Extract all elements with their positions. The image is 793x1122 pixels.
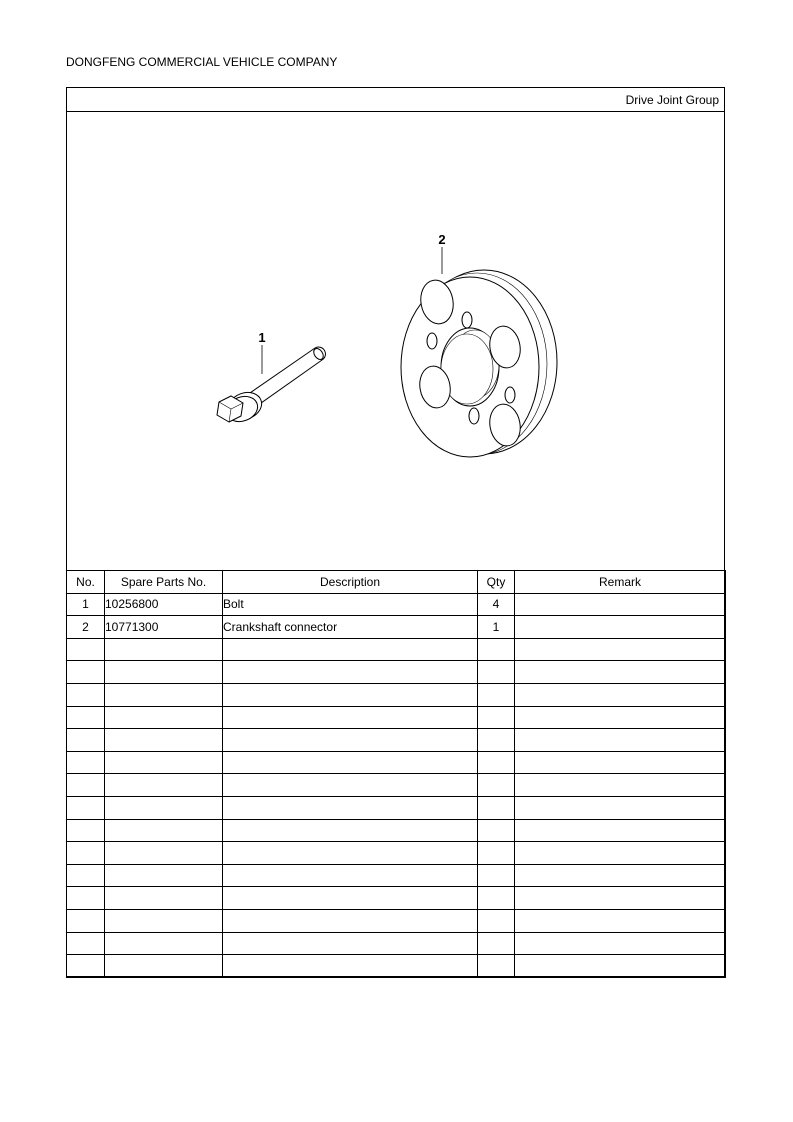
cell-part-no bbox=[105, 751, 223, 774]
cell-remark bbox=[515, 774, 726, 797]
cell-no bbox=[67, 661, 105, 684]
cell-description bbox=[223, 751, 478, 774]
cell-no bbox=[67, 638, 105, 661]
cell-part-no bbox=[105, 819, 223, 842]
cell-remark bbox=[515, 616, 726, 639]
table-row bbox=[67, 909, 726, 932]
cell-qty bbox=[478, 796, 515, 819]
cell-remark bbox=[515, 887, 726, 910]
cell-description bbox=[223, 864, 478, 887]
cell-no bbox=[67, 955, 105, 978]
cell-part-no bbox=[105, 706, 223, 729]
cell-part-no bbox=[105, 842, 223, 865]
company-name: DONGFENG COMMERCIAL VEHICLE COMPANY bbox=[66, 55, 338, 69]
cell-remark bbox=[515, 864, 726, 887]
table-row bbox=[67, 932, 726, 955]
cell-no: 1 bbox=[67, 593, 105, 616]
cell-no bbox=[67, 706, 105, 729]
cell-no bbox=[67, 819, 105, 842]
table-row bbox=[67, 616, 726, 639]
cell-remark bbox=[515, 819, 726, 842]
cell-part-no bbox=[105, 729, 223, 752]
table-row bbox=[67, 706, 726, 729]
exploded-view-figure bbox=[67, 112, 724, 570]
cell-remark bbox=[515, 842, 726, 865]
cell-qty bbox=[478, 842, 515, 865]
cell-no: 2 bbox=[67, 616, 105, 639]
cell-description bbox=[223, 683, 478, 706]
parts-drawing bbox=[67, 112, 724, 570]
cell-part-no bbox=[105, 683, 223, 706]
col-header-spare-parts-no: Spare Parts No. bbox=[105, 571, 223, 594]
cell-description bbox=[223, 842, 478, 865]
table-row bbox=[67, 751, 726, 774]
cell-no bbox=[67, 932, 105, 955]
parts-sheet bbox=[66, 87, 725, 977]
table-row bbox=[67, 661, 726, 684]
table-row bbox=[67, 593, 726, 616]
bolt-drawing bbox=[217, 347, 325, 426]
table-row bbox=[67, 638, 726, 661]
cell-part-no bbox=[105, 796, 223, 819]
cell-remark bbox=[515, 683, 726, 706]
table-row bbox=[67, 774, 726, 797]
cell-description bbox=[223, 932, 478, 955]
crankshaft-connector-drawing bbox=[401, 270, 557, 457]
cell-description: Bolt bbox=[223, 593, 478, 616]
cell-qty bbox=[478, 864, 515, 887]
table-row bbox=[67, 955, 726, 978]
cell-remark bbox=[515, 955, 726, 978]
col-header-no: No. bbox=[67, 571, 105, 594]
cell-part-no bbox=[105, 774, 223, 797]
cell-no bbox=[67, 909, 105, 932]
cell-description bbox=[223, 729, 478, 752]
cell-qty bbox=[478, 887, 515, 910]
table-row bbox=[67, 683, 726, 706]
col-header-description: Description bbox=[223, 571, 478, 594]
cell-part-no bbox=[105, 887, 223, 910]
cell-description bbox=[223, 774, 478, 797]
table-row bbox=[67, 729, 726, 752]
cell-remark bbox=[515, 729, 726, 752]
cell-part-no bbox=[105, 909, 223, 932]
table-row bbox=[67, 819, 726, 842]
cell-description bbox=[223, 887, 478, 910]
col-header-remark: Remark bbox=[515, 571, 726, 594]
cell-part-no bbox=[105, 661, 223, 684]
cell-part-no bbox=[105, 955, 223, 978]
cell-remark bbox=[515, 751, 726, 774]
table-row bbox=[67, 842, 726, 865]
cell-remark bbox=[515, 661, 726, 684]
cell-remark bbox=[515, 706, 726, 729]
cell-no bbox=[67, 751, 105, 774]
cell-part-no: 10256800 bbox=[105, 593, 223, 616]
col-header-qty: Qty bbox=[478, 571, 515, 594]
cell-qty bbox=[478, 819, 515, 842]
cell-remark bbox=[515, 909, 726, 932]
cell-description: Crankshaft connector bbox=[223, 616, 478, 639]
cell-part-no: 10771300 bbox=[105, 616, 223, 639]
cell-qty bbox=[478, 909, 515, 932]
cell-qty bbox=[478, 932, 515, 955]
callout-2: 2 bbox=[438, 232, 446, 247]
table-row bbox=[67, 796, 726, 819]
cell-part-no bbox=[105, 638, 223, 661]
cell-description bbox=[223, 909, 478, 932]
cell-part-no bbox=[105, 864, 223, 887]
cell-no bbox=[67, 683, 105, 706]
table-header-row bbox=[67, 571, 726, 594]
cell-description bbox=[223, 819, 478, 842]
cell-no bbox=[67, 774, 105, 797]
cell-remark bbox=[515, 638, 726, 661]
parts-table bbox=[66, 570, 726, 978]
cell-no bbox=[67, 796, 105, 819]
cell-remark bbox=[515, 593, 726, 616]
table-row bbox=[67, 864, 726, 887]
cell-description bbox=[223, 955, 478, 978]
cell-qty bbox=[478, 683, 515, 706]
cell-qty bbox=[478, 729, 515, 752]
table-row bbox=[67, 887, 726, 910]
cell-remark bbox=[515, 932, 726, 955]
cell-description bbox=[223, 706, 478, 729]
cell-part-no bbox=[105, 932, 223, 955]
cell-qty bbox=[478, 751, 515, 774]
cell-qty bbox=[478, 955, 515, 978]
cell-qty: 1 bbox=[478, 616, 515, 639]
cell-qty bbox=[478, 774, 515, 797]
cell-no bbox=[67, 887, 105, 910]
cell-qty bbox=[478, 706, 515, 729]
cell-description bbox=[223, 661, 478, 684]
cell-no bbox=[67, 842, 105, 865]
cell-qty bbox=[478, 638, 515, 661]
cell-remark bbox=[515, 796, 726, 819]
callout-1: 1 bbox=[258, 330, 266, 345]
cell-no bbox=[67, 864, 105, 887]
cell-description bbox=[223, 638, 478, 661]
cell-qty: 4 bbox=[478, 593, 515, 616]
cell-description bbox=[223, 796, 478, 819]
cell-no bbox=[67, 729, 105, 752]
group-title: Drive Joint Group bbox=[67, 88, 724, 112]
cell-qty bbox=[478, 661, 515, 684]
